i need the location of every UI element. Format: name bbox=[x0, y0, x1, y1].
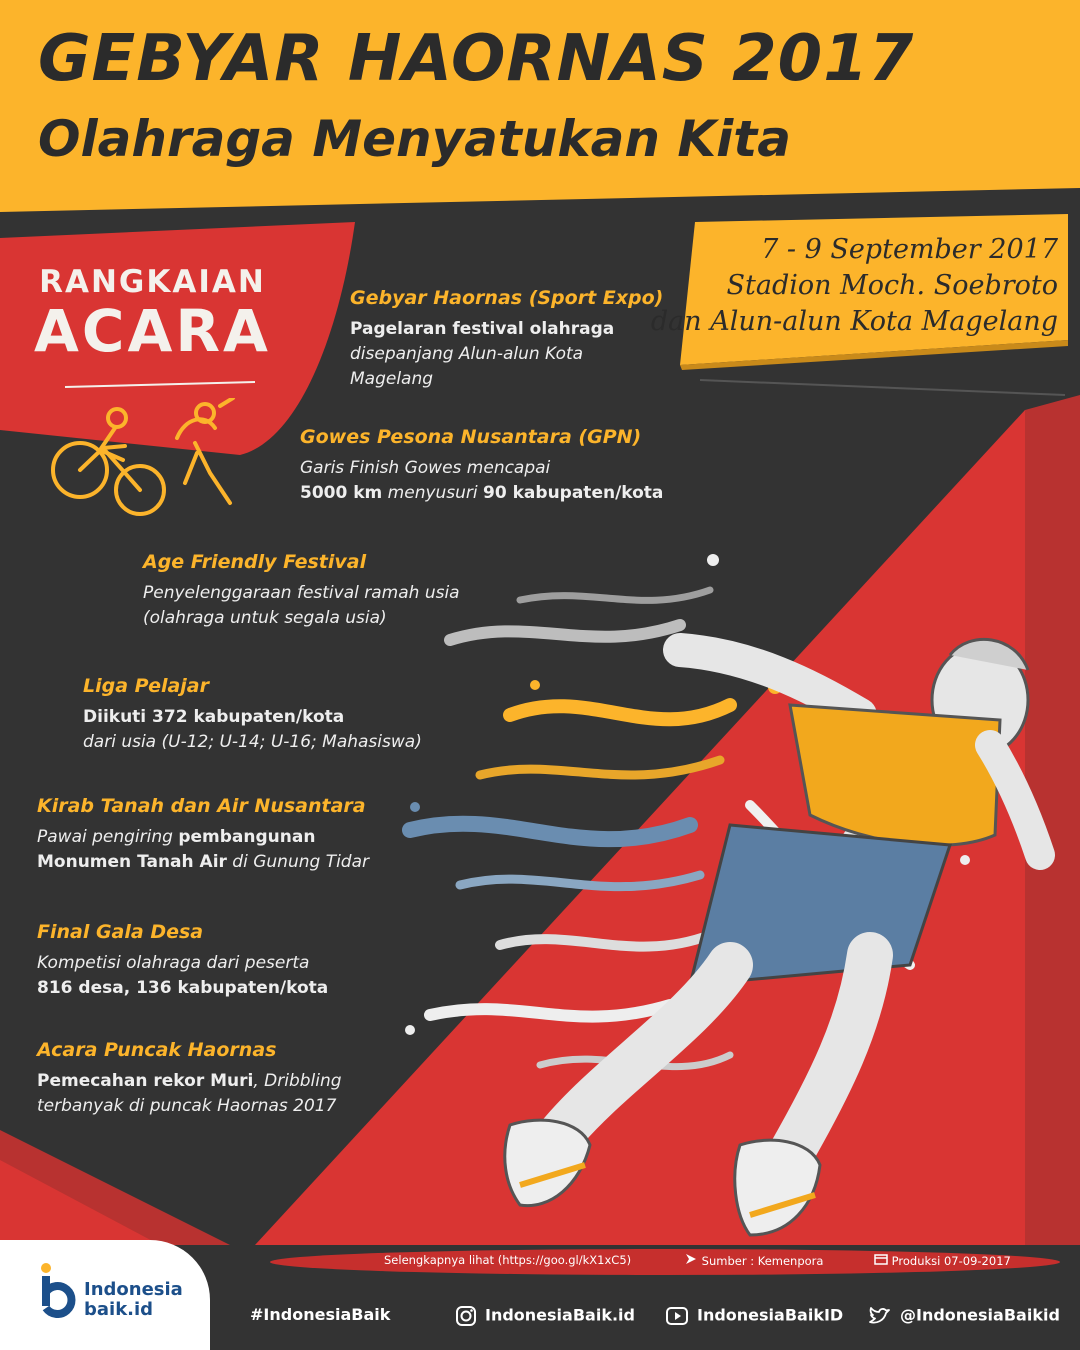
event-desc: dari usia (U-12; U-14; U-16; Mahasiswa) bbox=[83, 732, 422, 752]
event-venue-1: Stadion Moch. Soebroto bbox=[726, 270, 1058, 301]
production-note bbox=[874, 1253, 1011, 1268]
event-desc: Pawai pengiring bbox=[37, 827, 179, 847]
event-desc: Kompetisi olahraga dari peserta bbox=[37, 953, 310, 973]
calendar-icon bbox=[874, 1253, 888, 1265]
event-title: Age Friendly Festival bbox=[143, 551, 367, 573]
section-heading-line-2: ACARA bbox=[34, 297, 271, 365]
twitter-handle: @IndonesiaBaikid bbox=[900, 1305, 1060, 1325]
logo-line-2: baik.id bbox=[84, 1299, 154, 1320]
event-desc: terbanyak di puncak Haornas 2017 bbox=[37, 1096, 337, 1116]
event-desc-bold: 90 kabupaten/kota bbox=[483, 483, 664, 503]
event-desc: , Dribbling bbox=[253, 1071, 342, 1091]
event-title: Kirab Tanah dan Air Nusantara bbox=[37, 795, 366, 817]
instagram-icon bbox=[455, 1305, 477, 1327]
event-desc-bold: 816 desa, 136 kabupaten/kota bbox=[37, 978, 329, 998]
cyclist-icon bbox=[45, 398, 255, 523]
event-item bbox=[37, 1038, 342, 1119]
event-desc: di Gunung Tidar bbox=[226, 852, 369, 872]
event-desc: (olahraga untuk segala usia) bbox=[143, 608, 387, 628]
source-note bbox=[684, 1253, 823, 1268]
youtube-handle: IndonesiaBaikID bbox=[697, 1305, 844, 1325]
event-desc-bold: Monumen Tanah Air bbox=[37, 852, 227, 872]
event-title: Final Gala Desa bbox=[37, 921, 204, 943]
instagram-link[interactable] bbox=[455, 1305, 635, 1327]
event-item bbox=[37, 920, 328, 1001]
event-desc: disepanjang Alun-alun Kota bbox=[350, 344, 584, 364]
event-date: 7 - 9 September 2017 bbox=[761, 234, 1058, 265]
event-title: Gebyar Haornas (Sport Expo) bbox=[350, 287, 664, 309]
event-desc: Magelang bbox=[350, 369, 434, 389]
event-title: Liga Pelajar bbox=[83, 675, 209, 697]
event-item bbox=[37, 794, 369, 875]
event-desc: Penyelenggaraan festival ramah usia bbox=[143, 583, 460, 603]
event-venue-2: dan Alun-alun Kota Magelang bbox=[650, 306, 1058, 337]
page-title: GEBYAR HAORNAS 2017 bbox=[38, 22, 915, 96]
youtube-link[interactable] bbox=[665, 1305, 843, 1327]
twitter-icon bbox=[868, 1305, 892, 1327]
event-title: Acara Puncak Haornas bbox=[37, 1039, 277, 1061]
event-item bbox=[83, 674, 422, 755]
event-desc: Pagelaran festival olahraga bbox=[350, 319, 615, 339]
section-heading-line-1: RANGKAIAN bbox=[39, 264, 266, 300]
event-desc: menyusuri bbox=[382, 483, 484, 503]
event-item bbox=[300, 425, 663, 506]
section-heading bbox=[30, 264, 275, 365]
event-desc-bold: pembangunan bbox=[178, 827, 316, 847]
pin-icon bbox=[684, 1253, 698, 1265]
logo-line-1: Indonesia bbox=[84, 1279, 183, 1300]
event-desc-bold: Pemecahan rekor Muri bbox=[37, 1071, 254, 1091]
event-item bbox=[143, 550, 460, 631]
footer-notes bbox=[300, 1253, 1060, 1271]
event-info bbox=[651, 232, 1058, 340]
runner-illustration bbox=[390, 545, 1060, 1255]
production-text: Produksi 07-09-2017 bbox=[891, 1254, 1011, 1268]
page-subtitle: Olahraga Menyatukan Kita bbox=[38, 110, 791, 168]
event-title: Gowes Pesona Nusantara (GPN) bbox=[300, 426, 642, 448]
event-desc: Garis Finish Gowes mencapai bbox=[300, 458, 551, 478]
twitter-link[interactable] bbox=[868, 1305, 1060, 1327]
hashtag-link[interactable]: #IndonesiaBaik bbox=[250, 1305, 391, 1324]
event-desc-bold: 5000 km bbox=[300, 483, 383, 503]
logo-text bbox=[84, 1280, 183, 1320]
youtube-icon bbox=[665, 1305, 689, 1327]
event-item bbox=[350, 286, 663, 392]
source-text: Sumber : Kemenpora bbox=[701, 1254, 824, 1268]
more-info-link[interactable]: Selengkapnya lihat (https://goo.gl/kX1xC5) bbox=[384, 1253, 632, 1267]
indonesiabaik-logo-icon bbox=[38, 1262, 78, 1318]
event-desc-bold: Diikuti 372 kabupaten/kota bbox=[83, 707, 345, 727]
instagram-handle: IndonesiaBaik.id bbox=[485, 1305, 635, 1325]
